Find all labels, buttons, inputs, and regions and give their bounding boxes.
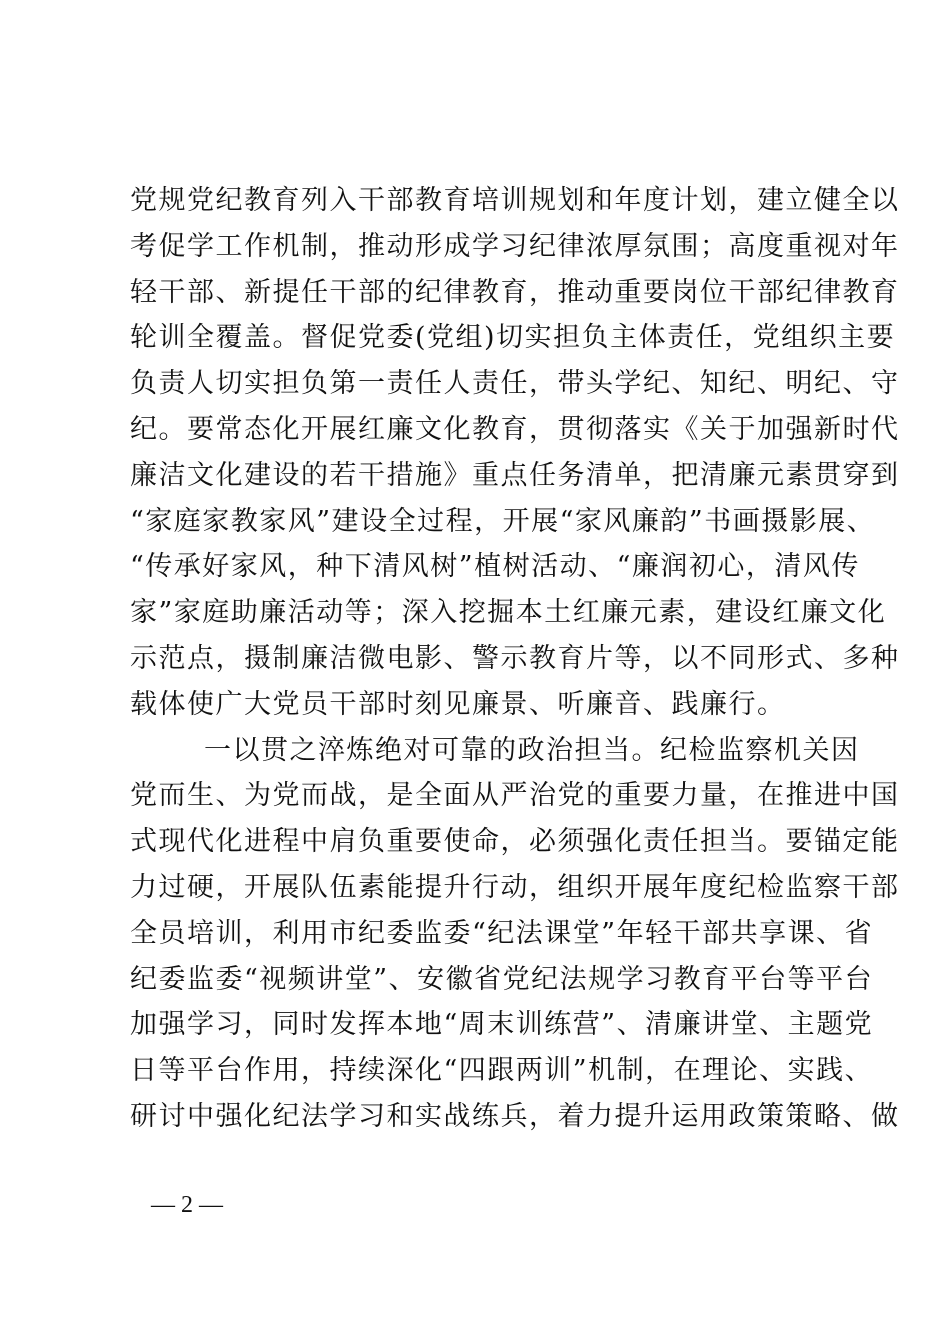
text-line: 轮训全覆盖。督促党委(党组)切实担负主体责任，党组织主要 xyxy=(130,322,896,354)
text-line: 廉洁文化建设的若干措施》重点任务清单，把清廉元素贯穿到 xyxy=(130,459,900,491)
text-line: 力过硬，开展队伍素能提升行动，组织开展年度纪检监察干部 xyxy=(130,871,900,903)
text-line: 纪委监委“视频讲堂”、安徽省党纪法规学习教育平台等平台 xyxy=(130,963,874,995)
text-line: “家庭家教家风”建设全过程，开展“家风廉韵”书画摄影展、 xyxy=(130,505,876,537)
text-line: 家”家庭助廉活动等；深入挖掘本土红廉元素，建设红廉文化 xyxy=(130,597,887,629)
text-line: 载体使广大党员干部时刻见廉景、听廉音、践廉行。 xyxy=(130,688,786,720)
page-number: — 2 — xyxy=(151,1192,223,1218)
text-line: 全员培训，利用市纪委监委“纪法课堂”年轻干部共享课、省 xyxy=(130,917,874,949)
text-line: 日等平台作用，持续深化“四跟两训”机制，在理论、实践、 xyxy=(130,1055,874,1087)
text-line: 党而生、为党而战，是全面从严治党的重要力量，在推进中国 xyxy=(130,780,900,812)
text-line: 纪。要常态化开展红廉文化教育，贯彻落实《关于加强新时代 xyxy=(130,413,900,445)
text-line: 党规党纪教育列入干部教育培训规划和年度计划，建立健全以 xyxy=(130,185,900,216)
text-line: “传承好家风，种下清风树”植树活动、“廉润初心，清风传 xyxy=(130,551,860,583)
text-line: 轻干部、新提任干部的纪律教育，推动重要岗位干部纪律教育 xyxy=(130,276,900,308)
text-line: 研讨中强化纪法学习和实战练兵，着力提升运用政策策略、做 xyxy=(130,1100,900,1132)
text-line: 示范点，摄制廉洁微电影、警示教育片等，以不同形式、多种 xyxy=(130,642,900,674)
text-line: 负责人切实担负第一责任人责任，带头学纪、知纪、明纪、守 xyxy=(130,368,900,400)
body-text xyxy=(130,178,900,1140)
paragraph-heading-line: 一以贯之淬炼绝对可靠的政治担当。纪检监察机关因 xyxy=(204,734,860,766)
text-line: 式现代化进程中肩负重要使命，必须强化责任担当。要锚定能 xyxy=(130,826,900,858)
text-line: 考促学工作机制，推动形成学习纪律浓厚氛围；高度重视对年 xyxy=(130,230,900,262)
text-line: 加强学习，同时发挥本地“周末训练营”、清廉讲堂、主题党 xyxy=(130,1009,874,1041)
